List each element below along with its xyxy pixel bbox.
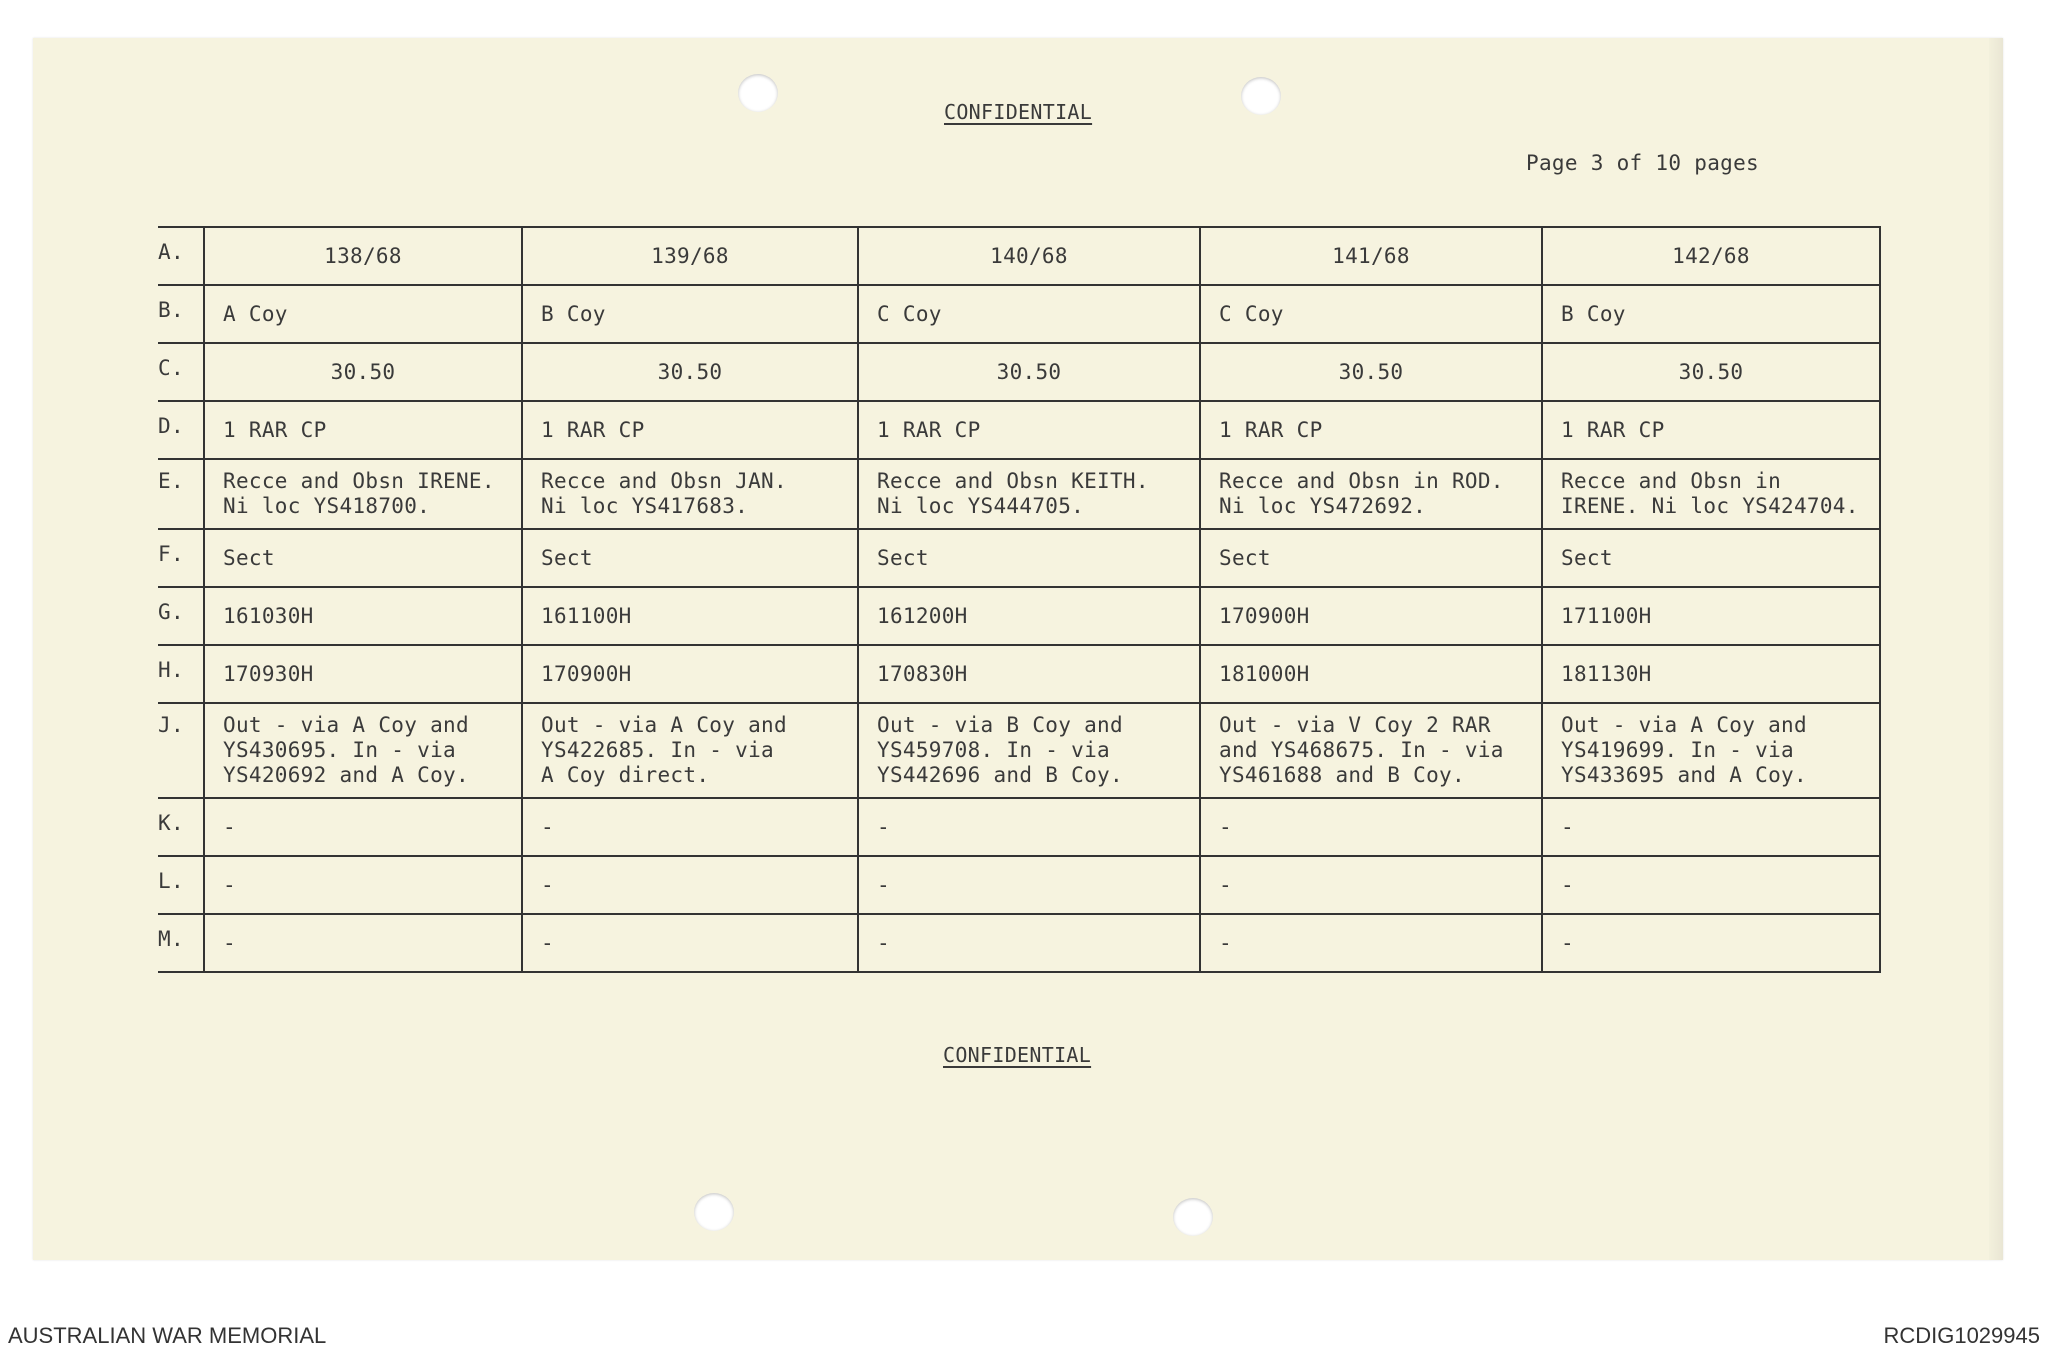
table-cell: 181000H [1200, 645, 1542, 703]
table-cell: C Coy [858, 285, 1200, 343]
table-row [158, 645, 1880, 703]
row-label: H. [158, 645, 204, 703]
table-cell: B Coy [1542, 285, 1880, 343]
table-cell: 161200H [858, 587, 1200, 645]
table-cell: - [1542, 856, 1880, 914]
table-cell: Recce and Obsn KEITH. Ni loc YS444705. [858, 459, 1200, 529]
table-cell: 170900H [522, 645, 858, 703]
table-cell: 1 RAR CP [1200, 401, 1542, 459]
table-cell: Sect [522, 529, 858, 587]
paper-edge [1989, 38, 2003, 1260]
table-row [158, 856, 1880, 914]
row-label: B. [158, 285, 204, 343]
footer-classification: CONFIDENTIAL [943, 1043, 1092, 1067]
table-cell: 30.50 [1200, 343, 1542, 401]
table-cell: 171100H [1542, 587, 1880, 645]
table-cell: Out - via B Coy and YS459708. In - via YS442696 and B Coy. [858, 703, 1200, 798]
table-cell: 30.50 [522, 343, 858, 401]
punch-hole-bottom-right [1173, 1198, 1213, 1236]
table-cell: 30.50 [1542, 343, 1880, 401]
table-cell: - [858, 798, 1200, 856]
table-cell: 170900H [1200, 587, 1542, 645]
table-cell: 138/68 [204, 227, 522, 285]
table-row [158, 798, 1880, 856]
table-cell: 140/68 [858, 227, 1200, 285]
row-label: M. [158, 914, 204, 972]
row-label: K. [158, 798, 204, 856]
table-cell: Sect [1200, 529, 1542, 587]
table-cell: - [1200, 798, 1542, 856]
table-row [158, 227, 1880, 285]
punch-hole-bottom-left [694, 1193, 734, 1231]
table-cell: - [204, 856, 522, 914]
table-cell: B Coy [522, 285, 858, 343]
table-cell: - [1200, 856, 1542, 914]
table-cell: 161030H [204, 587, 522, 645]
table-cell: Out - via A Coy and YS422685. In - via A Coy direct. [522, 703, 858, 798]
table-row [158, 703, 1880, 798]
table-row [158, 529, 1880, 587]
table-cell: C Coy [1200, 285, 1542, 343]
table-cell: 161100H [522, 587, 858, 645]
table-cell: 141/68 [1200, 227, 1542, 285]
row-label: J. [158, 703, 204, 798]
row-label: G. [158, 587, 204, 645]
archive-item-id: RCDIG1029945 [1883, 1323, 2040, 1348]
table-cell: 1 RAR CP [858, 401, 1200, 459]
table-cell: - [204, 914, 522, 972]
table-cell: 181130H [1542, 645, 1880, 703]
punch-hole-top-right [1241, 77, 1281, 115]
table-cell: 1 RAR CP [1542, 401, 1880, 459]
table-cell: Sect [858, 529, 1200, 587]
table-cell: - [1542, 914, 1880, 972]
table-cell: 139/68 [522, 227, 858, 285]
table-cell: 1 RAR CP [522, 401, 858, 459]
row-label: E. [158, 459, 204, 529]
table-cell: Sect [204, 529, 522, 587]
table-cell: Out - via A Coy and YS430695. In - via YS420692 and A Coy. [204, 703, 522, 798]
table-cell: Out - via A Coy and YS419699. In - via YS433695 and A Coy. [1542, 703, 1880, 798]
page-count: Page 3 of 10 pages [1526, 151, 1759, 175]
row-label: A. [158, 227, 204, 285]
archive-institution: AUSTRALIAN WAR MEMORIAL [8, 1323, 327, 1348]
table-cell: 142/68 [1542, 227, 1880, 285]
table-row [158, 401, 1880, 459]
table-row [158, 285, 1880, 343]
task-table-body [158, 227, 1880, 972]
table-cell: 170830H [858, 645, 1200, 703]
table-cell: 30.50 [858, 343, 1200, 401]
table-cell: Recce and Obsn in IRENE. Ni loc YS424704. [1542, 459, 1880, 529]
table-row [158, 343, 1880, 401]
table-cell: Sect [1542, 529, 1880, 587]
table-cell: - [1200, 914, 1542, 972]
punch-hole-top-left [738, 74, 778, 112]
table-cell: Out - via V Coy 2 RAR and YS468675. In - via YS461688 and B Coy. [1200, 703, 1542, 798]
table-cell: - [522, 914, 858, 972]
table-row [158, 587, 1880, 645]
table-cell: 170930H [204, 645, 522, 703]
table-cell: - [858, 856, 1200, 914]
row-label: D. [158, 401, 204, 459]
table-cell: Recce and Obsn in ROD. Ni loc YS472692. [1200, 459, 1542, 529]
task-table [158, 226, 1881, 973]
table-cell: - [204, 798, 522, 856]
table-cell: - [522, 798, 858, 856]
row-label: L. [158, 856, 204, 914]
table-row [158, 914, 1880, 972]
table-cell: - [522, 856, 858, 914]
row-label: F. [158, 529, 204, 587]
table-cell: - [1542, 798, 1880, 856]
table-cell: - [858, 914, 1200, 972]
header-classification: CONFIDENTIAL [944, 100, 1093, 124]
table-row [158, 459, 1880, 529]
table-cell: Recce and Obsn JAN. Ni loc YS417683. [522, 459, 858, 529]
row-label: C. [158, 343, 204, 401]
table-cell: 1 RAR CP [204, 401, 522, 459]
table-cell: Recce and Obsn IRENE. Ni loc YS418700. [204, 459, 522, 529]
table-cell: A Coy [204, 285, 522, 343]
table-cell: 30.50 [204, 343, 522, 401]
